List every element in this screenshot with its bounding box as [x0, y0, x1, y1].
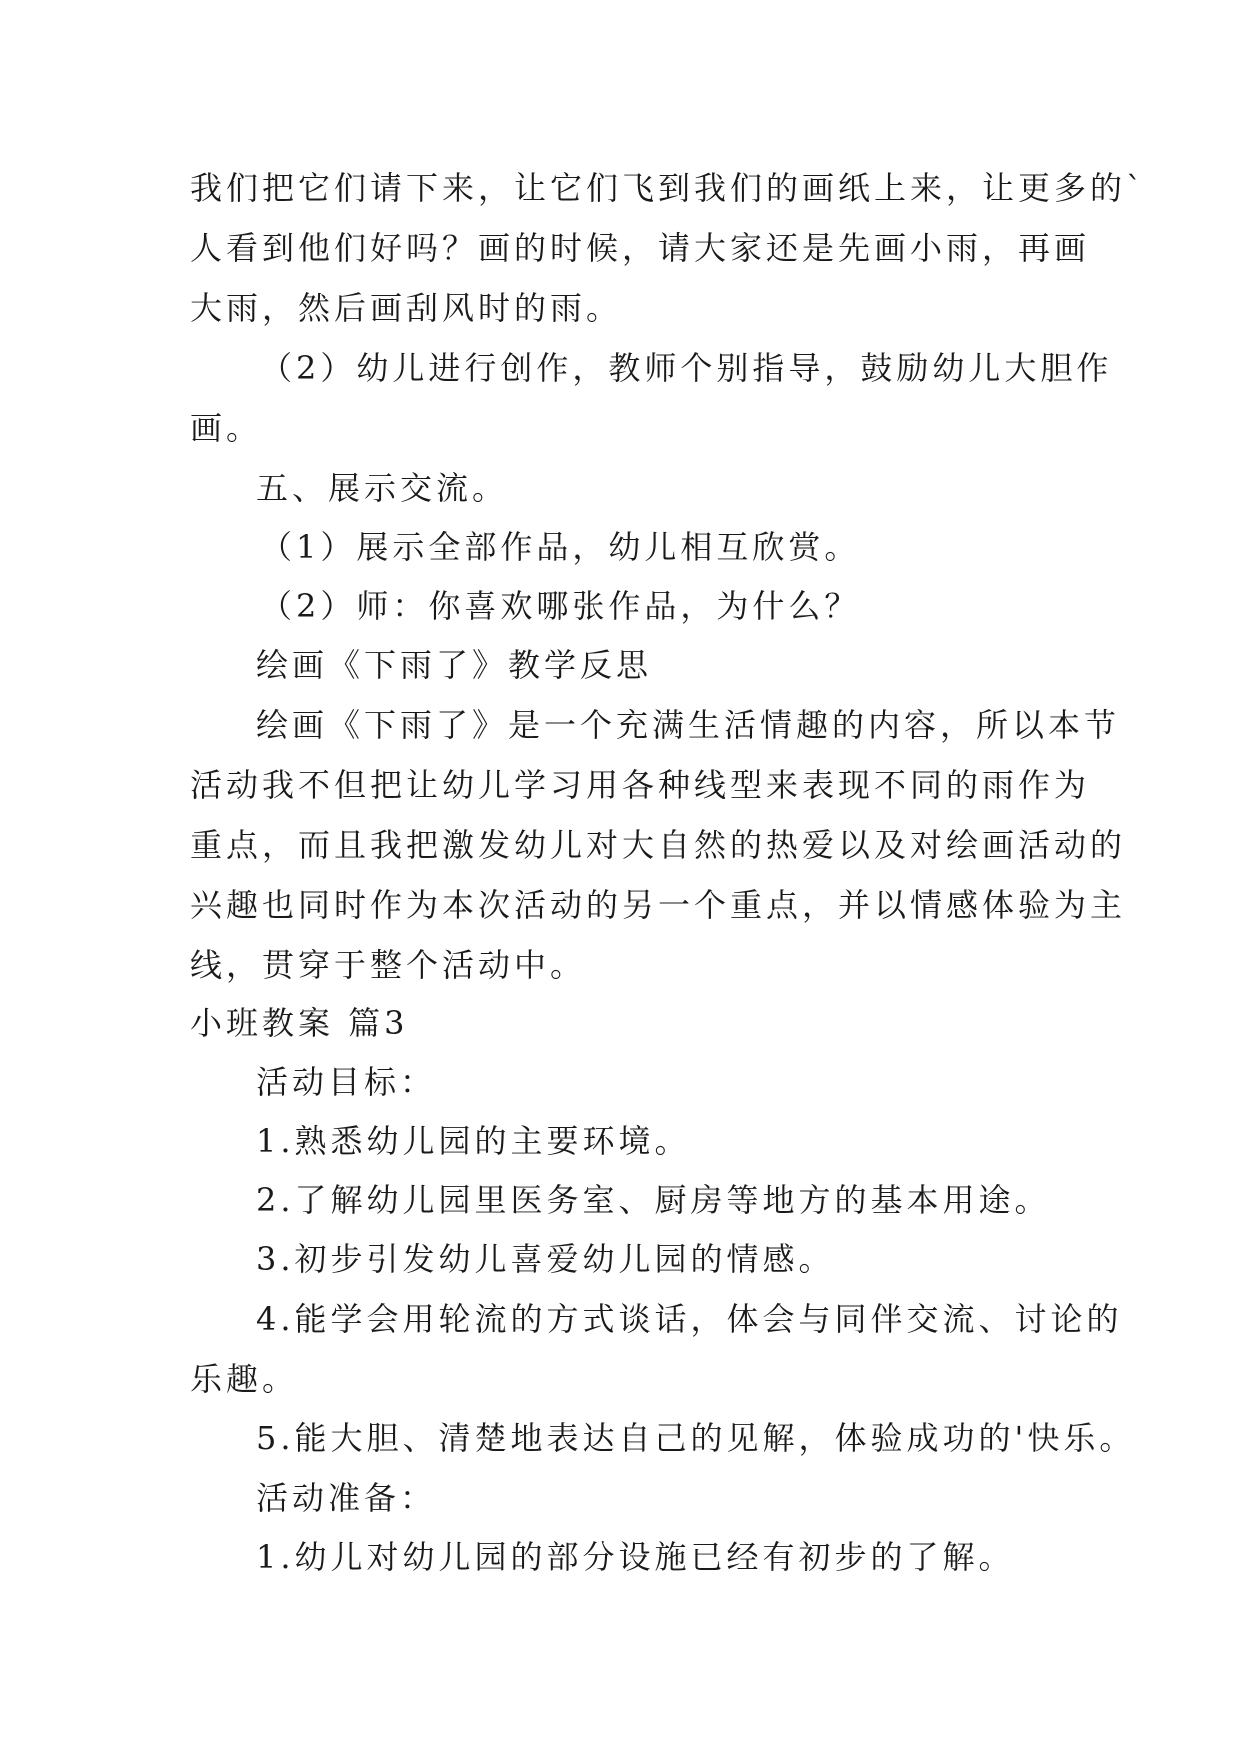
subheading: 活动目标：: [256, 1063, 437, 1101]
list-item: 4.能学会用轮流的方式谈话，体会与同伴交流、讨论的: [256, 1300, 1123, 1338]
list-item: 3.初步引发幼儿喜爱幼儿园的情感。: [256, 1240, 835, 1278]
paragraph-line: 重点，而且我把激发幼儿对大自然的热爱以及对绘画活动的: [190, 826, 1127, 864]
list-item: （2）师：你喜欢哪张作品，为什么？: [260, 587, 861, 625]
list-item: 5.能大胆、清楚地表达自己的见解，体验成功的'快乐。: [256, 1419, 1136, 1457]
list-item: 2.了解幼儿园里医务室、厨房等地方的基本用途。: [256, 1181, 1051, 1219]
paragraph-line: 我们把它们请下来，让它们飞到我们的画纸上来，让更多的`: [190, 169, 1147, 207]
list-item: 1.熟悉幼儿园的主要环境。: [256, 1122, 691, 1160]
paragraph-line: 兴趣也同时作为本次活动的另一个重点，并以情感体验为主: [190, 886, 1127, 924]
paragraph-line: 活动我不但把让幼儿学习用各种线型来表现不同的雨作为: [190, 766, 1091, 804]
paragraph-line: 绘画《下雨了》是一个充满生活情趣的内容，所以本节: [256, 706, 1121, 744]
subheading: 活动准备：: [256, 1479, 437, 1517]
list-item: （1）展示全部作品，幼儿相互欣赏。: [260, 528, 861, 566]
list-item: 1.幼儿对幼儿园的部分设施已经有初步的了解。: [256, 1538, 1015, 1576]
paragraph-line: （2）幼儿进行创作，教师个别指导，鼓励幼儿大胆作: [260, 349, 1113, 387]
subheading: 绘画《下雨了》教学反思: [256, 646, 653, 684]
paragraph-line: 大雨，然后画刮风时的雨。: [190, 289, 623, 327]
section-title: 小班教案 篇3: [190, 1004, 409, 1042]
paragraph-line: 线，贯穿于整个活动中。: [190, 946, 587, 984]
section-heading: 五、展示交流。: [256, 469, 509, 507]
paragraph-line: 乐趣。: [190, 1360, 299, 1398]
paragraph-line: 人看到他们好吗？画的时候，请大家还是先画小雨，再画: [190, 229, 1091, 267]
paragraph-line: 画。: [190, 409, 263, 447]
